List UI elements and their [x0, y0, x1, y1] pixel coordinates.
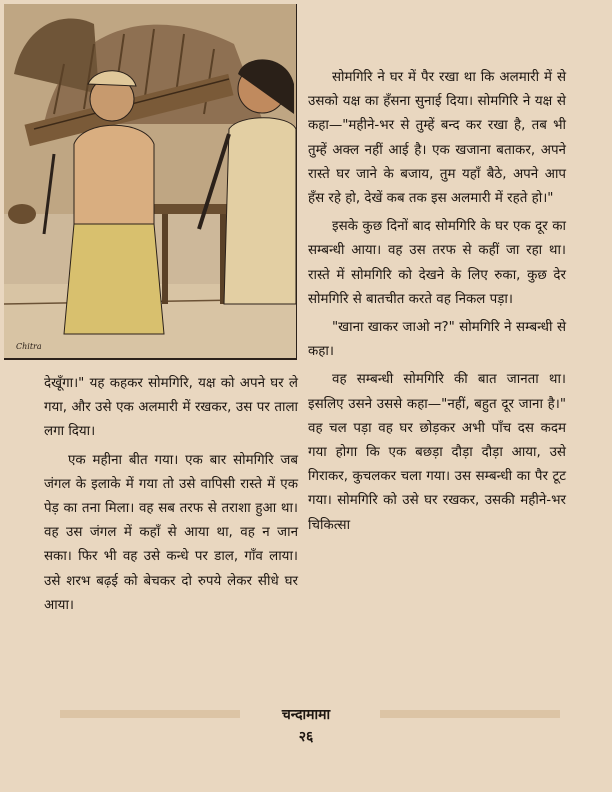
- page-number: २६: [298, 729, 314, 745]
- paragraph: "खाना खाकर जाओ न?" सोमगिरि ने सम्बन्धी से कहा।: [308, 320, 566, 360]
- paragraph: वह सम्बन्धी सोमगिरि की बात जानता था। इसलिए उसने उससे कहा—"नहीं, बहुत दूर जाना है।" वह चल पड़ा वह घर छोड़कर अभी पाँच दस कदम गया होगा कि एक बछड़ा दौड़ा दौड़ा आया, उसे गिराकर, कुचलकर चला गया। उस सम्बन्धी का पैर टूट गया। सोमगिरि को उसे घर रखकर, उसकी महीने-भर चिकित्सा: [308, 372, 566, 533]
- paragraph: इसके कुछ दिनों बाद सोमगिरि के घर एक दूर का सम्बन्धी आया। वह उस तरफ से कहीं जा रहा था। रास्ते में सोमगिरि को देखने के लिए रुका, कुछ देर सोमगिरि से बातचीत करते वह निकल पड़ा।: [308, 219, 566, 307]
- paragraph: सोमगिरि ने घर में पैर रखा था कि अलमारी में से उसको यक्ष का हँसना सुनाई दिया। सोमगिरि ने यक्ष से कहा—"महीने-भर से तुम्हें बन्द कर रखा है, तब भी तुम्हें अक्ल नहीं आई है। एक खजाना बताकर, अपने रास्ते घर जाने के बजाय, तुम यहाँ बैठे, अपने आप हँस रहे हो, देखें कब तक इस अलमारी में रहते हो।": [308, 70, 566, 207]
- right-text-column: [308, 66, 566, 542]
- story-illustration: [4, 4, 297, 360]
- paragraph: देखूँगा।" यह कहकर सोमगिरि, यक्ष को अपने घर ले गया, और उसे एक अलमारी में रखकर, उस पर ताला लगा दिया।: [44, 376, 298, 440]
- left-text-column: [44, 372, 298, 622]
- artist-signature: Chitra: [16, 342, 42, 351]
- paragraph: एक महीना बीत गया। एक बार सोमगिरि जब जंगल के इलाके में गया तो उसे वापिसी रास्ते में एक पेड़ का तना मिला। वह सब तरफ से तराशा हुआ था। वह उस जंगल में कहाँ से आया था, वह न जान सका। फिर भी वह उसे कन्धे पर डाल, गाँव लाया। उसे शरभ बढ़ई को बेचकर दो रुपये लेकर सीधे घर आया।: [44, 452, 298, 613]
- magazine-name: चन्दामामा: [281, 707, 331, 723]
